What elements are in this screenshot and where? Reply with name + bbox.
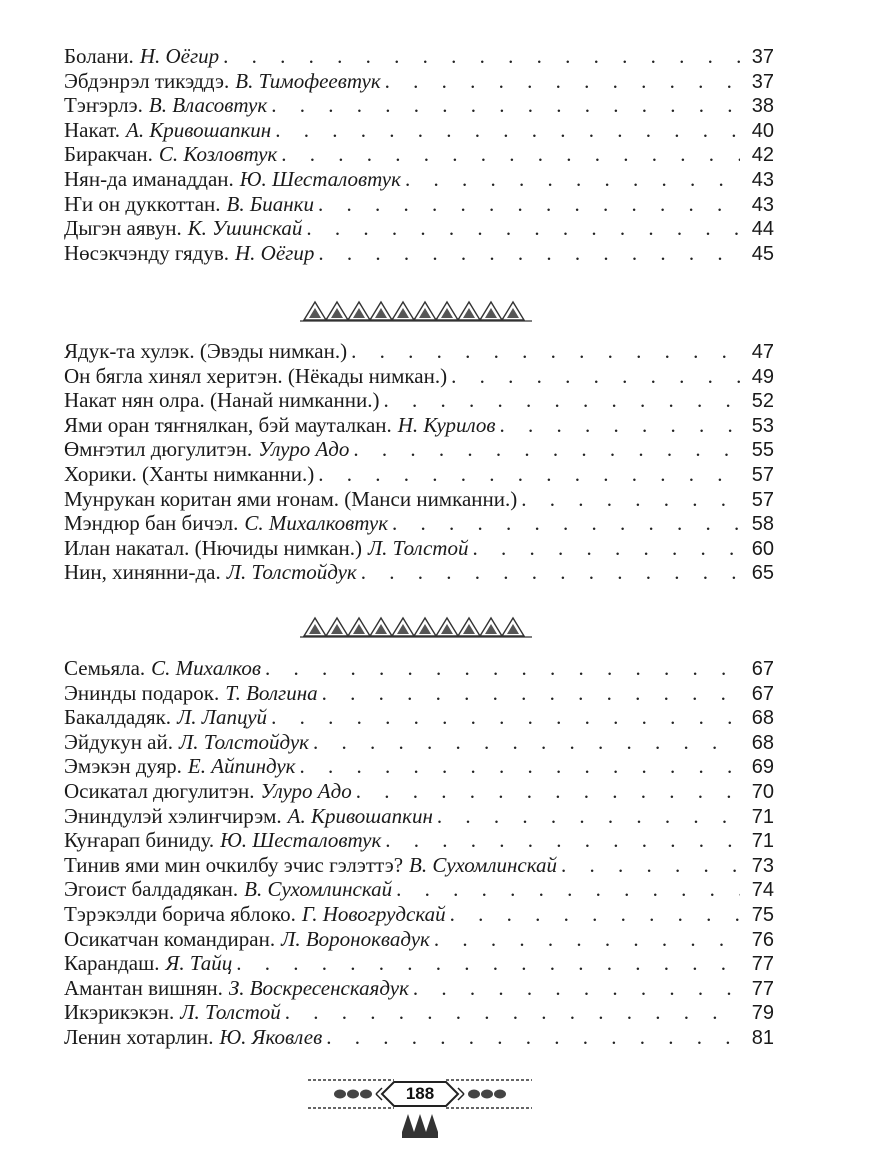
- entry-title: Тэҥэрлэ.: [64, 93, 143, 118]
- entry-title: Нин, хинянни-да.: [64, 560, 221, 585]
- entry-author: В. Сухомлинскай: [244, 877, 393, 902]
- entry-page-number: 44: [751, 218, 774, 241]
- entry-author: А. Кривошапкин: [126, 117, 272, 142]
- toc-entry: [64, 241, 774, 266]
- entry-page-number: 68: [751, 731, 774, 754]
- toc-entry: [64, 413, 774, 438]
- entry-title: Нян-да иманаддан.: [64, 166, 234, 191]
- entry-title: Тэрэкэлди борича яблоко.: [64, 901, 296, 926]
- entry-author: Ю. Яковлев: [219, 1024, 323, 1049]
- toc-entry: [64, 69, 774, 94]
- entry-page-number: 52: [751, 390, 774, 413]
- triangle-ornament-divider: [296, 296, 546, 324]
- toc-entry: [64, 44, 774, 69]
- entry-title: Эбдэнрэл тикэддэ.: [64, 68, 230, 93]
- entry-author: С. Козловтук: [158, 142, 278, 167]
- entry-title: Эмэкэн дуяр.: [64, 754, 182, 779]
- toc-entry: [64, 927, 774, 952]
- entry-author: Л. Толстойдук: [226, 560, 357, 585]
- entry-page-number: 40: [751, 119, 774, 142]
- toc-entry: [64, 339, 774, 364]
- entry-title: Осикатчан командиран.: [64, 926, 276, 951]
- entry-author: В. Власовтук: [148, 93, 268, 118]
- entry-page-number: 70: [751, 780, 774, 803]
- entry-author: Н. Курилов: [397, 412, 496, 437]
- entry-page-number: 37: [751, 46, 774, 68]
- toc-entry: [64, 754, 774, 779]
- entry-author: К. Ушинскай: [187, 216, 303, 241]
- toc-entry: [64, 437, 774, 462]
- entry-title: Эйдукун ай.: [64, 729, 173, 754]
- leader-dots: [385, 69, 740, 94]
- toc-entry: [64, 976, 774, 1001]
- leader-dots: [385, 828, 740, 853]
- entry-page-number: 49: [751, 365, 774, 388]
- leader-dots: [236, 951, 740, 976]
- leader-dots: [437, 804, 740, 829]
- entry-author: З. Воскресенскаядук: [228, 975, 409, 1000]
- entry-author: В. Бианки: [226, 191, 314, 216]
- leader-dots: [300, 754, 741, 779]
- entry-page-number: 37: [751, 70, 774, 93]
- entry-title: Дыгэн аявун.: [64, 216, 182, 241]
- entry-author: А. Кривошапкин: [287, 803, 433, 828]
- page-number: 188: [405, 1084, 435, 1103]
- entry-author: С. Михалковтук: [244, 511, 389, 536]
- entry-page-number: 77: [751, 953, 774, 976]
- toc-entry: [64, 192, 774, 217]
- entry-title: Ями оран тяҥнялкан, бэй мауталкан.: [64, 412, 392, 437]
- entry-title: Ҥи он дуккоттан.: [64, 191, 221, 216]
- leader-dots: [265, 656, 740, 681]
- entry-page-number: 74: [751, 879, 774, 902]
- entry-title: Куҥарап биниду.: [64, 828, 215, 853]
- leader-dots: [223, 44, 740, 69]
- leader-dots: [353, 437, 740, 462]
- entry-author: Л. Лапцуй: [177, 705, 268, 730]
- toc-section-2: [64, 339, 774, 585]
- toc-entry: [64, 656, 774, 681]
- entry-author: Г. Новогрудскай: [301, 901, 446, 926]
- leader-dots: [383, 388, 740, 413]
- entry-title: Эниндулэй хэлиҥчирэм.: [64, 803, 282, 828]
- toc-entry: [64, 167, 774, 192]
- entry-author: Л. Вороноквадук: [281, 926, 430, 951]
- toc-entry: [64, 902, 774, 927]
- entry-title: Тинив ями мин очкилбу эчис гэлэттэ?: [64, 852, 404, 877]
- toc-entry: [64, 779, 774, 804]
- entry-page-number: 47: [751, 341, 774, 363]
- toc-entry: [64, 730, 774, 755]
- leader-dots: [351, 339, 740, 364]
- entry-page-number: 45: [751, 242, 774, 265]
- toc-entry: [64, 560, 774, 585]
- entry-page-number: 55: [751, 439, 774, 462]
- entry-author: Н. Оёгир: [139, 44, 220, 68]
- toc-entry: [64, 487, 774, 512]
- entry-page-number: 57: [751, 488, 774, 511]
- leader-dots: [356, 779, 740, 804]
- entry-title: Эгоист балдадякан.: [64, 877, 239, 902]
- entry-page-number: 60: [751, 537, 774, 560]
- entry-page-number: 38: [751, 95, 774, 118]
- toc-entry: [64, 216, 774, 241]
- toc-entry: [64, 388, 774, 413]
- leader-dots: [318, 462, 740, 487]
- entry-title: Болани.: [64, 44, 134, 68]
- triangle-ornament-divider: [296, 612, 546, 640]
- entry-author: Ю. Шесталовтук: [220, 828, 382, 853]
- leader-dots: [313, 730, 740, 755]
- entry-author: Л. Толстойдук: [179, 729, 310, 754]
- entry-author: Улуро Адо: [258, 437, 350, 462]
- entry-author: В. Тимофеевтук: [235, 68, 381, 93]
- toc-entry: [64, 511, 774, 536]
- toc-entry: [64, 828, 774, 853]
- entry-title: Хорики. (Ханты нимканни.): [64, 461, 315, 486]
- entry-title: Нөсэкчэнду гядув.: [64, 240, 229, 265]
- entry-title: Энинды подарок.: [64, 680, 220, 705]
- entry-page-number: 42: [751, 144, 774, 167]
- leader-dots: [500, 413, 740, 438]
- leader-dots: [318, 241, 740, 266]
- leader-dots: [472, 536, 740, 561]
- entry-title: Бакалдадяк.: [64, 705, 172, 730]
- entry-title: Карандаш.: [64, 951, 160, 976]
- entry-page-number: 57: [751, 463, 774, 486]
- leader-dots: [405, 167, 740, 192]
- entry-author: Е. Айпиндук: [187, 754, 296, 779]
- entry-title: Илан накатал. (Нючиды нимкан.): [64, 535, 362, 560]
- toc-entry: [64, 93, 774, 118]
- leader-dots: [275, 118, 740, 143]
- entry-page-number: 69: [751, 756, 774, 779]
- entry-page-number: 77: [751, 977, 774, 1000]
- entry-title: Өмҥэтил дюгулитэн.: [64, 437, 253, 462]
- toc-entry: [64, 853, 774, 878]
- entry-title: Амантан вишнян.: [64, 975, 223, 1000]
- entry-title: Ядук-та хулэк. (Эвэды нимкан.): [64, 339, 348, 363]
- leader-dots: [281, 142, 740, 167]
- entry-title: Мунрукан коритан ями ҥонам. (Манси нимканни.): [64, 486, 518, 511]
- entry-page-number: 76: [751, 928, 774, 951]
- leader-dots: [392, 511, 740, 536]
- toc-entry: [64, 118, 774, 143]
- toc-entry: [64, 1000, 774, 1025]
- toc-entry: [64, 877, 774, 902]
- leader-dots: [434, 927, 740, 952]
- entry-page-number: 67: [751, 658, 774, 680]
- entry-author: В. Сухомлинскай: [409, 852, 558, 877]
- leader-dots: [271, 705, 740, 730]
- entry-author: Л. Толстой: [180, 1000, 281, 1025]
- toc-entry: [64, 681, 774, 706]
- leader-dots: [271, 93, 740, 118]
- entry-page-number: 65: [751, 562, 774, 585]
- toc-entry: [64, 804, 774, 829]
- toc-entry: [64, 705, 774, 730]
- entry-page-number: 67: [751, 682, 774, 705]
- entry-page-number: 53: [751, 414, 774, 437]
- toc-entry: [64, 462, 774, 487]
- leader-dots: [361, 560, 740, 585]
- entry-page-number: 75: [751, 903, 774, 926]
- entry-title: Икэрикэкэн.: [64, 1000, 175, 1025]
- entry-page-number: 79: [751, 1002, 774, 1025]
- toc-entry: [64, 364, 774, 389]
- entry-page-number: 71: [751, 805, 774, 828]
- entry-title: Накат.: [64, 117, 120, 142]
- entry-page-number: 68: [751, 707, 774, 730]
- entry-author: Л. Толстой: [367, 535, 469, 560]
- entry-title: Семьяла.: [64, 656, 146, 680]
- entry-author: Н. Оёгир: [235, 240, 315, 265]
- entry-title: Осикатал дюгулитэн.: [64, 778, 255, 803]
- entry-title: Мэндюр бан бичэл.: [64, 511, 239, 536]
- entry-title: Ленин хотарлин.: [64, 1024, 214, 1049]
- entry-page-number: 81: [751, 1026, 774, 1049]
- entry-page-number: 43: [751, 193, 774, 216]
- entry-page-number: 43: [751, 168, 774, 191]
- entry-author: Улуро Адо: [260, 778, 352, 803]
- entry-author: Ю. Шесталовтук: [239, 166, 401, 191]
- leader-dots: [318, 192, 740, 217]
- leader-dots: [561, 853, 740, 878]
- toc-entry: [64, 951, 774, 976]
- leader-dots: [322, 681, 740, 706]
- leader-dots: [521, 487, 740, 512]
- toc-entry: [64, 142, 774, 167]
- leader-dots: [451, 364, 740, 389]
- entry-author: Т. Волгина: [225, 680, 318, 705]
- toc-entry: [64, 536, 774, 561]
- leader-dots: [285, 1000, 740, 1025]
- toc-entry: [64, 1025, 774, 1050]
- toc-section-1: [64, 44, 774, 265]
- entry-page-number: 73: [751, 854, 774, 877]
- leader-dots: [450, 902, 740, 927]
- leader-dots: [306, 216, 740, 241]
- entry-author: С. Михалков: [151, 656, 262, 680]
- entry-title: Он бягла хинял херитэн. (Нёкады нимкан.): [64, 363, 448, 388]
- entry-page-number: 71: [751, 830, 774, 853]
- toc-section-3: [64, 656, 774, 1050]
- leader-dots: [396, 877, 740, 902]
- entry-title: Биракчан.: [64, 142, 153, 167]
- entry-author: Я. Тайц: [165, 951, 233, 976]
- leader-dots: [326, 1025, 740, 1050]
- entry-page-number: 58: [751, 513, 774, 536]
- leader-dots: [413, 976, 740, 1001]
- entry-title: Накат нян олра. (Нанай нимканни.): [64, 388, 380, 413]
- page-footer: [290, 1076, 550, 1166]
